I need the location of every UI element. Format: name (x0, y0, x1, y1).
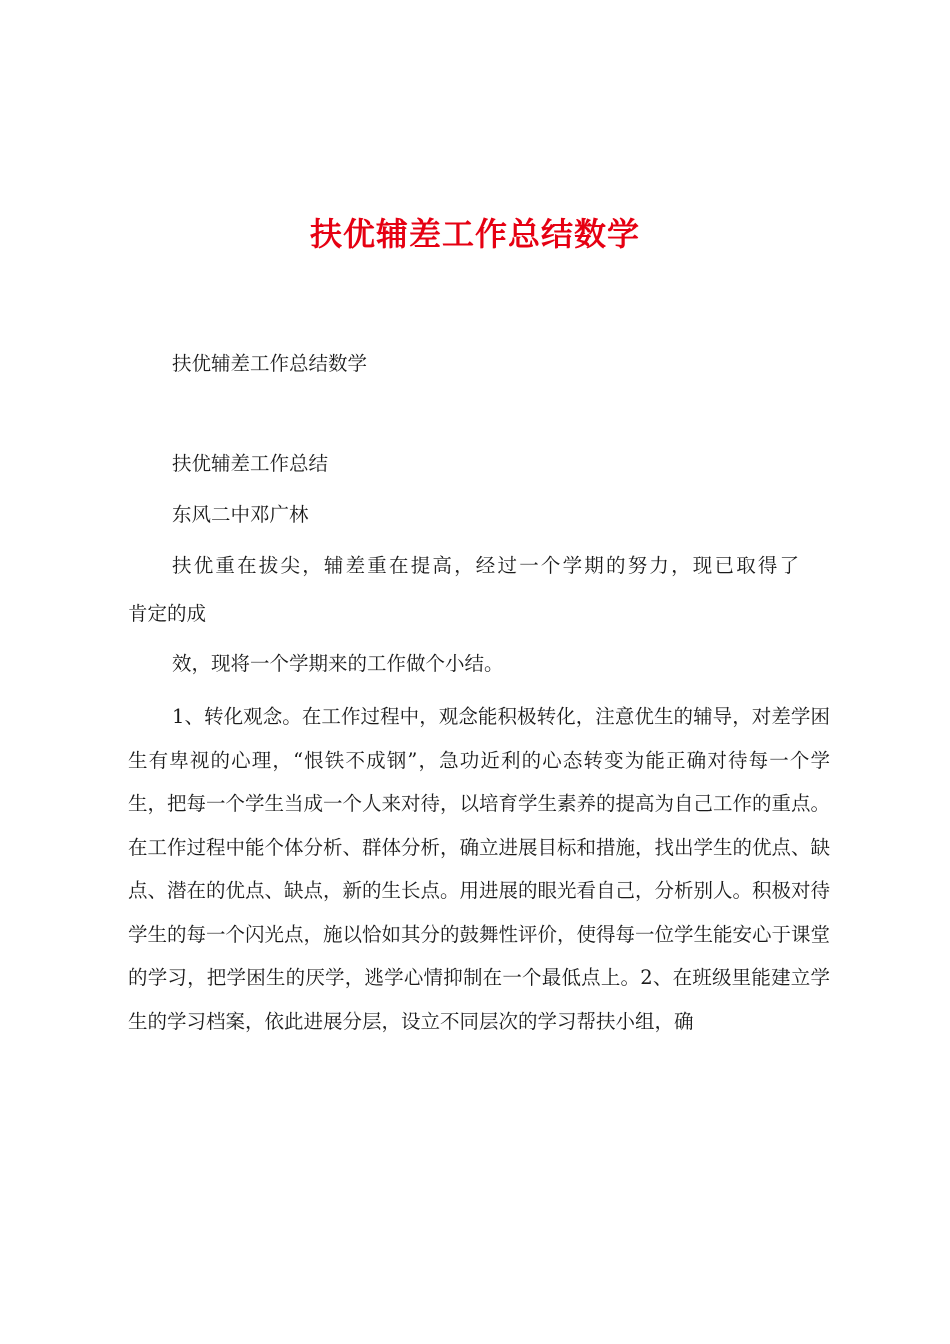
heading-line: 扶优辅差工作总结 (172, 452, 329, 475)
author-line: 东风二中邓广林 (172, 503, 309, 526)
document-title: 扶优辅差工作总结数学 (309, 215, 640, 253)
intro-line-2: 肯定的成 (128, 602, 207, 625)
subtitle-line: 扶优辅差工作总结数学 (172, 352, 368, 375)
body-paragraph: 1、转化观念。在工作过程中，观念能积极转化，注意优生的辅导，对差学困生有卑视的心理，“恨铁不成钢”，急功近利的心态转变为能正确对待每一个学生，把每一个学生当成一个人来对待，以培育学生素养的提高为自己工作的重点。在工作过程中能个体分析、群体分析，确立进展目标和措施，找出学生的优点、缺点、潜在的优点、缺点，新的生长点。用进展的眼光看自己，分析别人。积极对待学生的每一个闪光点，施以恰如其分的鼓舞性评价，使得每一位学生能安心于课堂的学习，把学困生的厌学，逃学心情抑制在一个最低点上。2、在班级里能建立学生的学习档案，依此进展分层，设立不同层次的学习帮扶小组，确 (128, 705, 831, 1033)
intro-line-1: 扶优重在拔尖，辅差重在提高，经过一个学期的努力，现已取得了 (172, 554, 802, 577)
intro-line-3: 效，现将一个学期来的工作做个小结。 (172, 652, 504, 675)
